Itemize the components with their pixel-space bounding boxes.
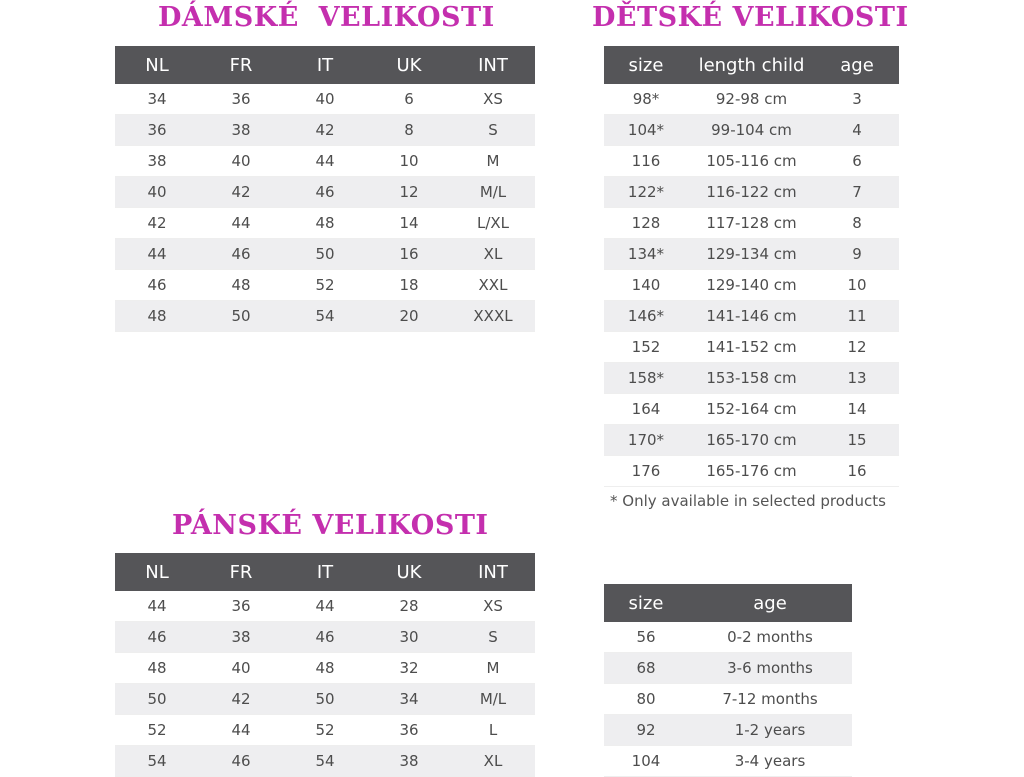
table-cell: 158* — [604, 363, 688, 394]
table-cell: 141-152 cm — [688, 332, 815, 363]
table-row — [604, 270, 899, 301]
table-cell: 50 — [283, 239, 367, 270]
column-header: NL — [115, 553, 199, 591]
table-cell: 176 — [604, 456, 688, 487]
column-header: UK — [367, 46, 451, 84]
table-cell: 16 — [815, 456, 899, 487]
column-header: UK — [367, 553, 451, 591]
table-cell: XL — [451, 239, 535, 270]
table-cell: 129-140 cm — [688, 270, 815, 301]
column-header: FR — [199, 553, 283, 591]
table-cell: 92-98 cm — [688, 84, 815, 115]
table-cell: 40 — [199, 653, 283, 684]
table-cell: 1-2 years — [688, 715, 852, 746]
table-row — [115, 591, 535, 622]
table-row — [604, 622, 852, 653]
table-cell: 40 — [199, 146, 283, 177]
table-cell: L — [451, 715, 535, 746]
table-cell: 164 — [604, 394, 688, 425]
table-row — [115, 301, 535, 332]
table-cell: 129-134 cm — [688, 239, 815, 270]
table-cell: 11 — [815, 301, 899, 332]
table-row — [604, 332, 899, 363]
table-row — [115, 746, 535, 777]
table-cell: 146* — [604, 301, 688, 332]
column-header: INT — [451, 46, 535, 84]
table-cell: 170* — [604, 425, 688, 456]
table-row — [604, 177, 899, 208]
table-cell: 46 — [115, 270, 199, 301]
table-cell: 12 — [815, 332, 899, 363]
table-row — [604, 115, 899, 146]
table-cell: 44 — [115, 239, 199, 270]
table-cell: 153-158 cm — [688, 363, 815, 394]
table-header-row — [604, 584, 852, 622]
table-cell: 7-12 months — [688, 684, 852, 715]
table-cell: 10 — [815, 270, 899, 301]
table-cell: 46 — [199, 239, 283, 270]
table-row — [115, 622, 535, 653]
table-cell: 50 — [115, 684, 199, 715]
table-cell: 141-146 cm — [688, 301, 815, 332]
table-cell: 40 — [283, 84, 367, 115]
table-cell: 46 — [283, 622, 367, 653]
table-cell: 10 — [367, 146, 451, 177]
table-cell: 42 — [283, 115, 367, 146]
table-cell: M — [451, 146, 535, 177]
table-cell: 16 — [367, 239, 451, 270]
table-cell: 38 — [367, 746, 451, 777]
table-cell: M/L — [451, 684, 535, 715]
table-row — [604, 394, 899, 425]
table-cell: 44 — [115, 591, 199, 622]
table-cell: 6 — [367, 84, 451, 115]
table-cell: 12 — [367, 177, 451, 208]
table-row — [604, 456, 899, 487]
table-cell: 48 — [199, 270, 283, 301]
column-header: FR — [199, 46, 283, 84]
table-cell: 52 — [115, 715, 199, 746]
table-cell: 9 — [815, 239, 899, 270]
womens-sizes-title: DÁMSKÉ VELIKOSTI — [158, 2, 495, 33]
table-cell: XS — [451, 591, 535, 622]
table-row — [115, 653, 535, 684]
table-cell: 140 — [604, 270, 688, 301]
table-cell: 92 — [604, 715, 688, 746]
table-cell: XXXL — [451, 301, 535, 332]
table-cell: S — [451, 115, 535, 146]
table-cell: 36 — [199, 84, 283, 115]
table-cell: 134* — [604, 239, 688, 270]
table-cell: 38 — [199, 115, 283, 146]
table-cell: 46 — [199, 746, 283, 777]
table-cell: 48 — [115, 301, 199, 332]
table-cell: 6 — [815, 146, 899, 177]
table-cell: 7 — [815, 177, 899, 208]
table-cell: 36 — [115, 115, 199, 146]
table-cell: 52 — [283, 715, 367, 746]
column-header: age — [688, 584, 852, 622]
table-header-row — [115, 553, 535, 591]
table-cell: 32 — [367, 653, 451, 684]
table-row — [604, 239, 899, 270]
table-cell: 36 — [199, 591, 283, 622]
table-cell: 30 — [367, 622, 451, 653]
table-cell: XS — [451, 84, 535, 115]
table-row — [115, 239, 535, 270]
availability-note: * Only available in selected products — [610, 492, 886, 510]
table-cell: 15 — [815, 425, 899, 456]
table-cell: L/XL — [451, 208, 535, 239]
table-cell: 18 — [367, 270, 451, 301]
table-cell: 44 — [199, 715, 283, 746]
column-header: age — [815, 46, 899, 84]
table-cell: 152-164 cm — [688, 394, 815, 425]
table-cell: 165-170 cm — [688, 425, 815, 456]
table-cell: 50 — [283, 684, 367, 715]
table-cell: 54 — [283, 301, 367, 332]
table-row — [604, 208, 899, 239]
table-cell: 14 — [815, 394, 899, 425]
table-cell: 48 — [283, 208, 367, 239]
table-cell: XL — [451, 746, 535, 777]
table-cell: 152 — [604, 332, 688, 363]
table-cell: 8 — [815, 208, 899, 239]
table-cell: 3-4 years — [688, 746, 852, 777]
table-row — [604, 301, 899, 332]
column-header: size — [604, 46, 688, 84]
mens-sizes-title: PÁNSKÉ VELIKOSTI — [172, 510, 489, 541]
table-row — [604, 363, 899, 394]
table-cell: 44 — [283, 146, 367, 177]
column-header: IT — [283, 46, 367, 84]
table-cell: 3 — [815, 84, 899, 115]
table-cell: 116 — [604, 146, 688, 177]
table-header-row — [115, 46, 535, 84]
baby-size-table — [604, 584, 852, 777]
table-cell: 98* — [604, 84, 688, 115]
table-cell: 68 — [604, 653, 688, 684]
table-row — [604, 425, 899, 456]
table-cell: 104* — [604, 115, 688, 146]
table-row — [115, 715, 535, 746]
table-cell: S — [451, 622, 535, 653]
table-row — [115, 177, 535, 208]
womens-size-table — [115, 46, 535, 332]
table-cell: 117-128 cm — [688, 208, 815, 239]
table-cell: 122* — [604, 177, 688, 208]
column-header: length child — [688, 46, 815, 84]
table-row — [604, 746, 852, 777]
table-cell: XXL — [451, 270, 535, 301]
mens-size-table — [115, 553, 535, 777]
table-cell: 80 — [604, 684, 688, 715]
table-header-row — [604, 46, 899, 84]
table-row — [604, 84, 899, 115]
table-cell: 34 — [367, 684, 451, 715]
table-cell: 4 — [815, 115, 899, 146]
table-row — [115, 146, 535, 177]
table-cell: 54 — [283, 746, 367, 777]
table-cell: M/L — [451, 177, 535, 208]
table-cell: 36 — [367, 715, 451, 746]
table-cell: 52 — [283, 270, 367, 301]
column-header: NL — [115, 46, 199, 84]
table-cell: 42 — [199, 177, 283, 208]
table-cell: 104 — [604, 746, 688, 777]
table-cell: 105-116 cm — [688, 146, 815, 177]
kids-sizes-title: DĚTSKÉ VELIKOSTI — [592, 2, 909, 33]
table-cell: 50 — [199, 301, 283, 332]
table-cell: 8 — [367, 115, 451, 146]
table-cell: 28 — [367, 591, 451, 622]
table-cell: 38 — [115, 146, 199, 177]
table-cell: M — [451, 653, 535, 684]
table-cell: 20 — [367, 301, 451, 332]
table-cell: 48 — [115, 653, 199, 684]
table-row — [115, 270, 535, 301]
table-cell: 46 — [283, 177, 367, 208]
table-cell: 44 — [199, 208, 283, 239]
table-row — [604, 684, 852, 715]
table-row — [115, 208, 535, 239]
table-cell: 99-104 cm — [688, 115, 815, 146]
column-header: IT — [283, 553, 367, 591]
table-cell: 56 — [604, 622, 688, 653]
table-cell: 165-176 cm — [688, 456, 815, 487]
table-cell: 34 — [115, 84, 199, 115]
table-row — [115, 84, 535, 115]
table-cell: 0-2 months — [688, 622, 852, 653]
table-row — [604, 715, 852, 746]
table-cell: 116-122 cm — [688, 177, 815, 208]
table-cell: 44 — [283, 591, 367, 622]
table-cell: 54 — [115, 746, 199, 777]
table-cell: 128 — [604, 208, 688, 239]
table-cell: 46 — [115, 622, 199, 653]
table-cell: 48 — [283, 653, 367, 684]
table-cell: 38 — [199, 622, 283, 653]
table-row — [604, 146, 899, 177]
column-header: size — [604, 584, 688, 622]
table-cell: 13 — [815, 363, 899, 394]
table-cell: 42 — [199, 684, 283, 715]
table-row — [604, 653, 852, 684]
table-row — [115, 684, 535, 715]
table-cell: 42 — [115, 208, 199, 239]
table-cell: 3-6 months — [688, 653, 852, 684]
table-cell: 40 — [115, 177, 199, 208]
table-cell: 14 — [367, 208, 451, 239]
kids-size-table — [604, 46, 899, 487]
column-header: INT — [451, 553, 535, 591]
table-row — [115, 115, 535, 146]
